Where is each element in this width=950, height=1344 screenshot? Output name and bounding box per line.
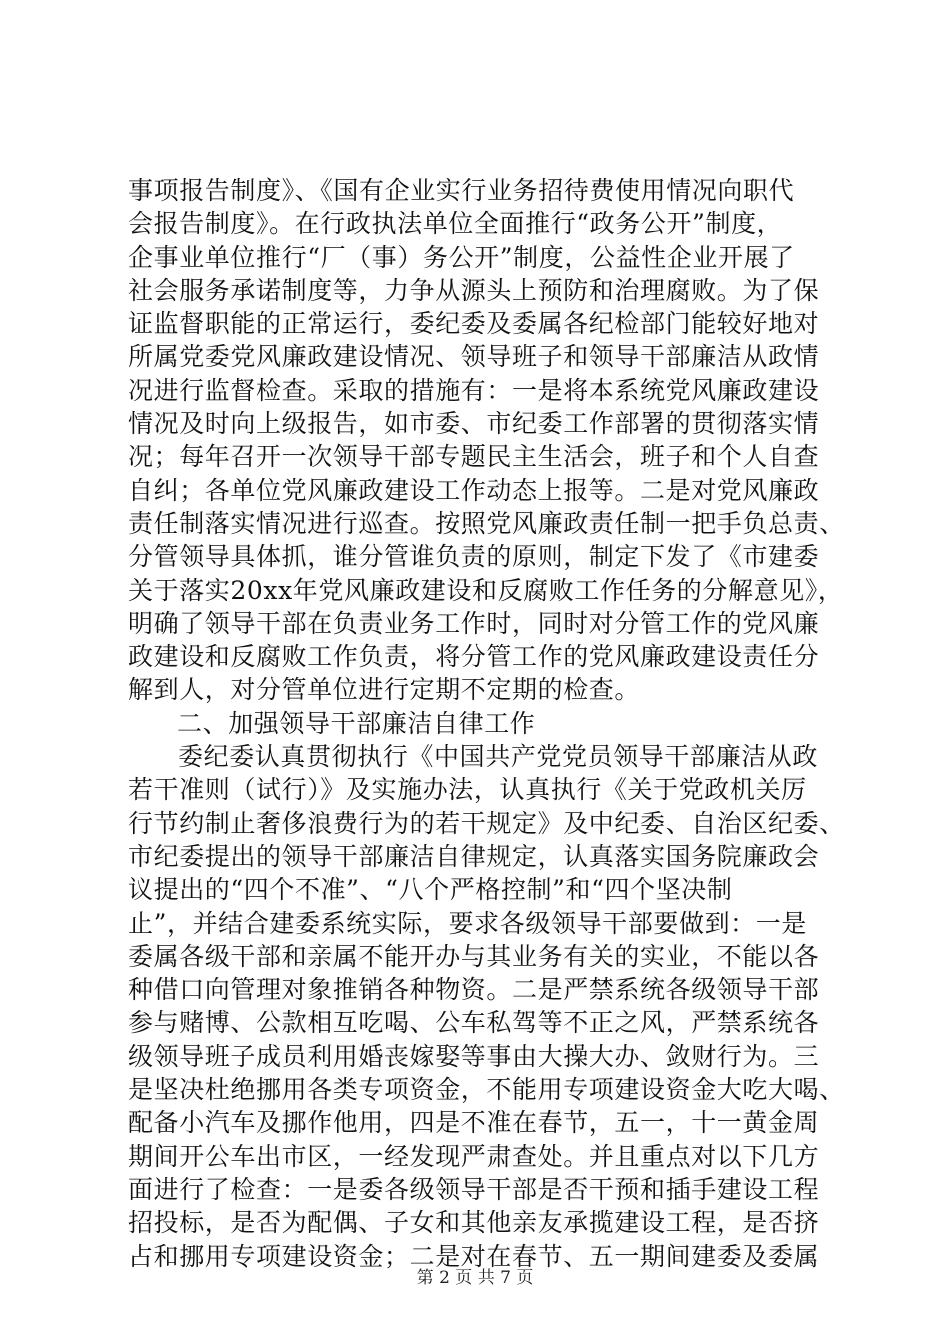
text-line: 责任制落实情况进行巡查。按照党风廉政责任制一把手负总责、 (128, 508, 845, 538)
text-line: 明确了领导干部在负责业务工作时，同时对分管工作的党风廉 (128, 608, 820, 638)
text-line: 级领导班子成员利用婚丧嫁娶等事由大操大办、敛财行为。三 (128, 1041, 820, 1071)
text-line: 证监督职能的正常运行，委纪委及委属各纪检部门能较好地对 (128, 309, 820, 339)
text-line: 分管领导具体抓，谁分管谁负责的原则，制定下发了《市建委 (128, 542, 820, 572)
text-line: 配备小汽车及挪作他用，四是不准在春节，五一，十一黄金周 (128, 1108, 820, 1138)
text-line: 行节约制止奢侈浪费行为的若干规定》及中纪委、自治区纪委、 (128, 808, 845, 838)
text-line: 占和挪用专项建设资金；二是对在春节、五一期间建委及委属 (128, 1241, 820, 1271)
text-line: 止”，并结合建委系统实际，要求各级领导干部要做到：一是 (128, 908, 807, 938)
text-line: 是坚决杜绝挪用各类专项资金，不能用专项建设资金大吃大喝、 (128, 1075, 845, 1105)
paragraph-first-line: 委纪委认真贯彻执行《中国共产党党员领导干部廉洁从政 (178, 742, 819, 772)
text-line: 情况及时向上级报告，如市委、市纪委工作部署的贯彻落实情 (128, 409, 820, 439)
text-line: 种借口向管理对象推销各种物资。二是严禁系统各级领导干部 (128, 975, 820, 1005)
text-line: 况；每年召开一次领导干部专题民主生活会，班子和个人自查 (128, 442, 820, 472)
text-line: 会报告制度》。在行政执法单位全面推行“政务公开”制度， (128, 209, 783, 239)
text-line: 市纪委提出的领导干部廉洁自律规定，认真落实国务院廉政会 (128, 841, 820, 871)
section-heading: 二、加强领导干部廉洁自律工作 (177, 708, 536, 738)
text-line: 议提出的“四个不准”、“八个严格控制”和“四个坚决制 (128, 875, 733, 905)
text-line: 面进行了检查：一是委各级领导干部是否干预和插手建设工程 (128, 1174, 820, 1204)
text-line: 况进行监督检查。采取的措施有：一是将本系统党风廉政建设 (128, 375, 820, 405)
text-line: 关于落实20xx年党风廉政建设和反腐败工作任务的分解意见》， (128, 575, 844, 605)
body-text (128, 174, 845, 1273)
text-line: 事项报告制度》、《国有企业实行业务招待费使用情况向职代 (128, 176, 795, 205)
text-line: 自纠；各单位党风廉政建设工作动态上报等。二是对党风廉政 (128, 475, 820, 505)
text-line: 社会服务承诺制度等，力争从源头上预防和治理腐败。为了保 (128, 275, 820, 305)
page-footer (0, 1267, 950, 1289)
text-line: 所属党委党风廉政建设情况、领导班子和领导干部廉洁从政情 (128, 342, 820, 372)
text-line: 期间开公车出市区，一经发现严肃查处。并且重点对以下几方 (128, 1141, 820, 1171)
page-number-label: 第 2 页 共 7 页 (416, 1268, 534, 1288)
text-line: 政建设和反腐败工作负责，将分管工作的党风廉政建设责任分 (128, 642, 820, 672)
text-line: 若干准则（试行）》及实施办法，认真执行《关于党政机关厉 (128, 775, 807, 805)
text-line: 企事业单位推行“厂（事）务公开”制度，公益性企业开展了 (128, 242, 795, 272)
text-line: 委属各级干部和亲属不能开办与其业务有关的实业，不能以各 (128, 941, 820, 971)
text-line: 解到人，对分管单位进行定期不定期的检查。 (128, 675, 641, 705)
text-line: 招投标，是否为配偶、子女和其他亲友承揽建设工程，是否挤 (128, 1208, 820, 1238)
text-line: 参与赌博、公款相互吃喝、公车私驾等不正之风，严禁系统各 (128, 1008, 820, 1038)
